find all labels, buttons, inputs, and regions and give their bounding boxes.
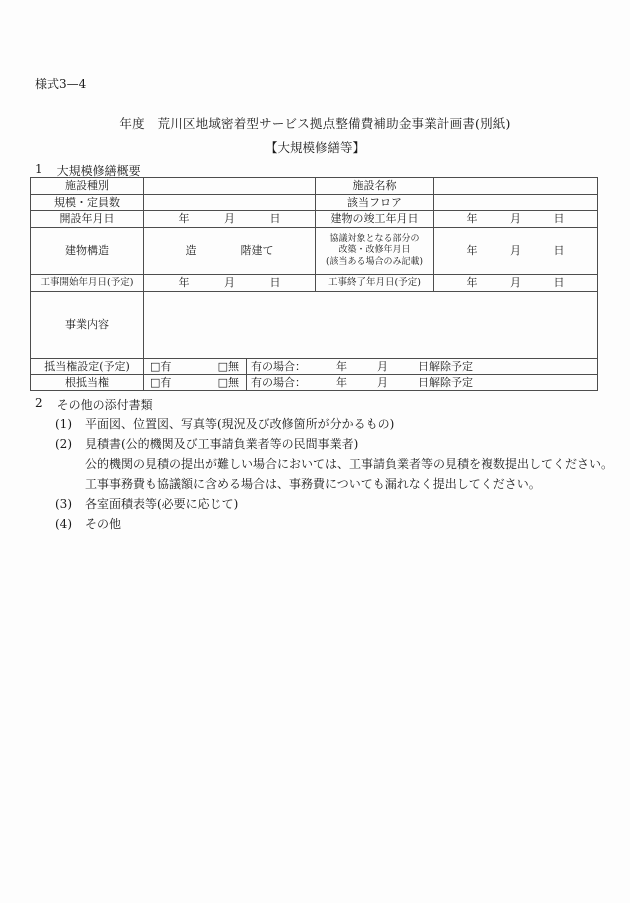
table-row — [31, 228, 598, 275]
list-item — [55, 434, 615, 454]
section2-title: その他の添付書類 — [56, 398, 153, 412]
checkbox-icon: □ — [150, 375, 161, 389]
item-number: (4) — [55, 517, 72, 531]
checkbox-icon: □ — [150, 359, 161, 373]
mortgage-label: 抵当権設定(予定) — [31, 359, 144, 375]
year-unit: 年 — [336, 375, 347, 389]
document-title: 年度 荒川区地域密着型サービス拠点整備費補助金事業計画書(別紙) — [119, 116, 511, 131]
table-row — [31, 178, 598, 195]
table-row — [31, 211, 598, 228]
table-row — [31, 275, 598, 292]
section1-number: 1 — [35, 162, 43, 176]
day-unit: 日 — [269, 212, 281, 226]
facility-type-value-cell — [144, 178, 316, 195]
revolving-mortgage-condition-cell — [247, 375, 598, 391]
renovation-date-label — [316, 228, 434, 275]
business-content-value-cell — [144, 292, 598, 359]
construction-end-label: 工事終了年月日(予定) — [316, 275, 434, 292]
scale-capacity-value-cell — [144, 195, 316, 211]
year-unit: 年 — [466, 276, 478, 290]
no-label: 無 — [228, 359, 239, 373]
mortgage-no-checkbox — [218, 360, 239, 374]
revolving-yes-checkbox — [150, 376, 171, 390]
month-unit: 月 — [377, 375, 388, 389]
target-floor-value-cell — [434, 195, 598, 211]
table-row — [31, 375, 598, 391]
item-number: (3) — [55, 497, 72, 511]
revolving-no-checkbox — [218, 376, 239, 390]
building-completion-date-label: 建物の竣工年月日 — [316, 211, 434, 228]
item-text: 各室面積表等(必要に応じて) — [85, 497, 239, 511]
business-content-label: 事業内容 — [31, 292, 144, 359]
item-note: 工事事務費も協議額に含める場合は、事務費についても漏れなく提出してください。 — [85, 477, 541, 491]
table-row — [31, 292, 598, 359]
month-unit: 月 — [377, 359, 388, 373]
construction-start-label: 工事開始年月日(予定) — [31, 275, 144, 292]
document-subtitle: 【大規模修繕等】 — [264, 140, 365, 155]
month-unit: 月 — [510, 212, 521, 226]
renovation-date-label-line2: 改築・改修年月日 — [338, 245, 411, 256]
month-unit: 月 — [510, 276, 521, 290]
day-unit: 日 — [553, 276, 565, 290]
item-note: 公的機関の見積の提出が難しい場合においては、工事請負業者等の見積を複数提出してください。 — [85, 457, 614, 471]
release-scheduled-label: 日解除予定 — [418, 375, 473, 389]
yes-label: 有 — [160, 375, 172, 389]
renovation-date-cell — [434, 228, 598, 275]
year-unit: 年 — [336, 359, 347, 373]
table-row — [31, 195, 598, 211]
list-item — [55, 494, 615, 514]
attachments-list — [55, 414, 615, 534]
form-code: 様式3—4 — [35, 77, 87, 91]
month-unit: 月 — [224, 212, 235, 226]
construction-start-date-cell — [144, 275, 316, 292]
mortgage-yes-checkbox — [150, 360, 171, 374]
table-row — [31, 359, 598, 375]
checkbox-icon: □ — [217, 375, 228, 389]
day-unit: 日 — [269, 276, 281, 290]
item-text: 平面図、位置図、写真等(現況及び改修箇所が分かるもの) — [85, 417, 395, 431]
if-yes-label: 有の場合： — [251, 375, 306, 389]
target-floor-label: 該当フロア — [316, 195, 434, 211]
structure-zo-unit: 造 — [185, 244, 197, 258]
opening-date-label: 開設年月日 — [31, 211, 144, 228]
overview-table — [30, 177, 598, 391]
revolving-mortgage-label: 根抵当権 — [31, 375, 144, 391]
section2-heading — [35, 396, 153, 413]
renovation-date-label-line3: (該当ある場合のみ記載) — [325, 256, 424, 267]
no-label: 無 — [228, 375, 239, 389]
building-completion-date-cell — [434, 211, 598, 228]
year-unit: 年 — [466, 244, 478, 258]
facility-type-label: 施設種別 — [31, 178, 144, 195]
list-item — [55, 414, 615, 434]
year-unit: 年 — [178, 212, 190, 226]
opening-date-cell — [144, 211, 316, 228]
item-number: (2) — [55, 437, 72, 451]
if-yes-label: 有の場合： — [251, 359, 306, 373]
item-number: (1) — [55, 417, 72, 431]
item-text: その他 — [85, 517, 122, 531]
structure-kaidate-unit: 階建て — [240, 244, 274, 258]
yes-label: 有 — [160, 359, 172, 373]
section2-number: 2 — [35, 396, 43, 410]
scale-capacity-label: 規模・定員数 — [31, 195, 144, 211]
section1-title: 大規模修繕概要 — [56, 164, 141, 178]
list-item — [55, 514, 615, 534]
construction-end-date-cell — [434, 275, 598, 292]
year-unit: 年 — [178, 276, 190, 290]
renovation-date-label-line1: 協議対象となる部分の — [329, 233, 420, 244]
mortgage-checkbox-cell — [144, 359, 247, 375]
month-unit: 月 — [510, 244, 521, 258]
facility-name-label: 施設名称 — [316, 178, 434, 195]
mortgage-condition-cell — [247, 359, 598, 375]
checkbox-icon: □ — [217, 359, 228, 373]
year-unit: 年 — [466, 212, 478, 226]
facility-name-value-cell — [434, 178, 598, 195]
revolving-mortgage-checkbox-cell — [144, 375, 247, 391]
release-scheduled-label: 日解除予定 — [418, 359, 473, 373]
month-unit: 月 — [224, 276, 235, 290]
day-unit: 日 — [553, 244, 565, 258]
item-text: 見積書(公的機関及び工事請負業者等の民間事業者) — [85, 437, 359, 451]
building-structure-label: 建物構造 — [31, 228, 144, 275]
day-unit: 日 — [553, 212, 565, 226]
building-structure-value-cell — [144, 228, 316, 275]
